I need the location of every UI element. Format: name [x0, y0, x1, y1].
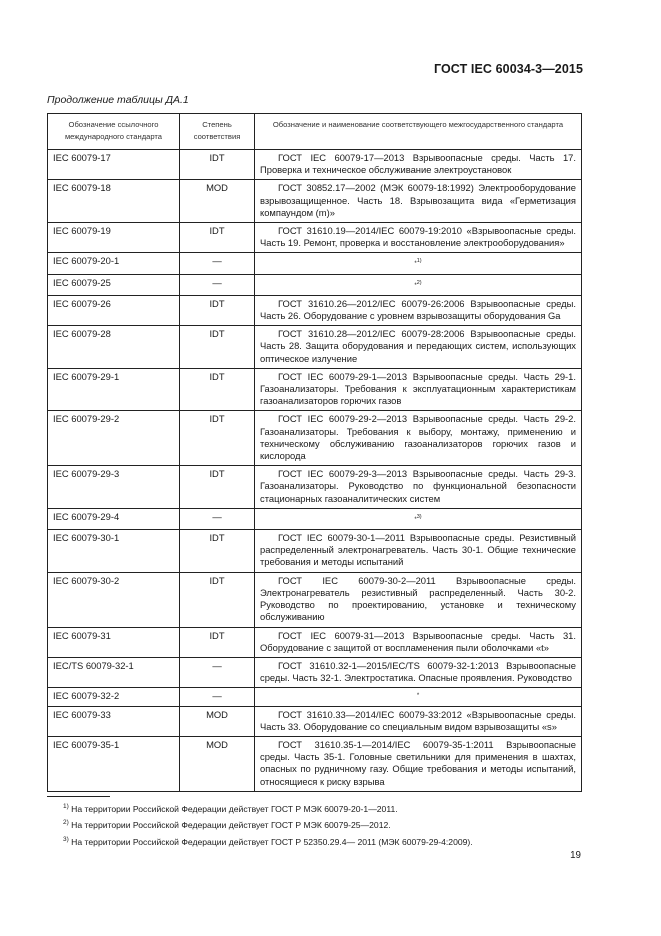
degree-cell: IDT [180, 411, 255, 466]
ref-standard-cell: IEC 60079-29-2 [48, 411, 180, 466]
asterisk-mark: * [414, 516, 417, 523]
ref-standard-cell: IEC 60079-32-2 [48, 688, 180, 706]
interstate-standard-cell: ГОСТ IEC 60079-30-2—2011 Взрывоопасные среды. Электронагреватель резистивный распределенный. Часть 30-2. Руководство по проектированию, установке и техническому обслуживанию [255, 572, 582, 627]
ref-standard-cell: IEC 60079-25 [48, 274, 180, 295]
degree-cell: — [180, 253, 255, 274]
table-row [48, 295, 582, 325]
table-body [48, 150, 582, 792]
ref-standard-cell: IEC 60079-28 [48, 326, 180, 369]
interstate-standard-cell: ГОСТ IEC 60079-29-1—2013 Взрывоопасные среды. Часть 29-1. Газоанализаторы. Требования к эксплуатационным характеристикам газоанализаторов горючих газов [255, 368, 582, 411]
footnote-reference: 3) [416, 513, 422, 520]
table-row [48, 180, 582, 223]
ref-standard-cell: IEC 60079-29-1 [48, 368, 180, 411]
footnote-reference: 1) [416, 258, 422, 265]
degree-cell: MOD [180, 706, 255, 736]
ref-standard-cell: IEC 60079-35-1 [48, 736, 180, 791]
table-row [48, 572, 582, 627]
degree-cell: IDT [180, 295, 255, 325]
interstate-standard-cell: ГОСТ 31610.28—2012/IEC 60079-28:2006 Взрывоопасные среды. Часть 28. Защита оборудования и передающих систем, использующих оптическое излучение [255, 326, 582, 369]
interstate-standard-cell: ГОСТ 30852.17—2002 (МЭК 60079-18:1992) Электрооборудование взрывозащищенное. Часть 18. Взрывозащита вида «Герметизация компаундом (m)» [255, 180, 582, 223]
interstate-standard-cell: ГОСТ 31610.32-1—2015/IEC/TS 60079-32-1:2013 Взрывоопасные среды. Часть 32-1. Электростатика. Опасные проявления. Руководство [255, 657, 582, 687]
table-row [48, 368, 582, 411]
table-row [48, 508, 582, 529]
table-row [48, 657, 582, 687]
asterisk-mark: * [414, 261, 417, 268]
interstate-standard-cell [255, 274, 582, 295]
interstate-standard-cell: ГОСТ IEC 60079-29-3—2013 Взрывоопасные среды. Часть 29-3. Газоанализаторы. Руководство по функциональной безопасности стационарных газоаналитических систем [255, 466, 582, 509]
degree-cell: IDT [180, 368, 255, 411]
ref-standard-cell: IEC 60079-18 [48, 180, 180, 223]
degree-cell: IDT [180, 150, 255, 180]
interstate-standard-cell [255, 508, 582, 529]
ref-standard-cell: IEC 60079-17 [48, 150, 180, 180]
footnote: $^{2)}$ На территории Российской Федерации действует ГОСТ Р МЭК 60079-25—2012. [63, 819, 391, 831]
table-row [48, 253, 582, 274]
ref-standard-cell: IEC 60079-33 [48, 706, 180, 736]
ref-standard-cell: IEC/TS 60079-32-1 [48, 657, 180, 687]
column-header-degree: Степень соответствия [180, 114, 255, 150]
interstate-standard-cell: ГОСТ IEC 60079-17—2013 Взрывоопасные среды. Часть 17. Проверка и техническое обслуживание электроустановок [255, 150, 582, 180]
degree-cell: — [180, 508, 255, 529]
table-row [48, 530, 582, 573]
table-row [48, 688, 582, 706]
ref-standard-cell: IEC 60079-30-1 [48, 530, 180, 573]
degree-cell: IDT [180, 466, 255, 509]
table-row [48, 326, 582, 369]
interstate-standard-cell [255, 688, 582, 706]
interstate-standard-cell: ГОСТ IEC 60079-30-1—2011 Взрывоопасные среды. Резистивный распределенный электронагреватель. Часть 30-1. Общие технические требования и методы испытаний [255, 530, 582, 573]
degree-cell: — [180, 657, 255, 687]
degree-cell: IDT [180, 572, 255, 627]
footnote: $^{3)}$ На территории Российской Федерации действует ГОСТ Р 52350.29.4— 2011 (МЭК 60079-29-4:2009). [63, 835, 473, 847]
degree-cell: MOD [180, 180, 255, 223]
interstate-standard-cell: ГОСТ IEC 60079-29-2—2013 Взрывоопасные среды. Часть 29-2. Газоанализаторы. Требования к выбору, монтажу, применению и техническому обслуживанию газоанализаторов горючих газов и кислорода [255, 411, 582, 466]
asterisk-mark: * [414, 282, 417, 289]
degree-cell: MOD [180, 736, 255, 791]
footnote-reference: 2) [416, 279, 422, 286]
degree-cell: — [180, 688, 255, 706]
ref-standard-cell: IEC 60079-26 [48, 295, 180, 325]
interstate-standard-cell: ГОСТ 31610.35-1—2014/IEC 60079-35-1:2011 Взрывоопасные среды. Часть 35-1. Головные светильники для применения в шахтах, опасных по рудничному газу. Общие требования и методы испытаний, относящиеся к риску взрыва [255, 736, 582, 791]
interstate-standard-cell [255, 253, 582, 274]
degree-cell: IDT [180, 326, 255, 369]
footnote: $^{1)}$ На территории Российской Федерации действует ГОСТ Р МЭК 60079-20-1—2011. [63, 803, 398, 814]
column-header-desc: Обозначение и наименование соответствующего межгосударственного стандарта [255, 114, 582, 150]
standards-table [47, 113, 582, 792]
table-header-row [48, 114, 582, 150]
table-row [48, 411, 582, 466]
ref-standard-cell: IEC 60079-20-1 [48, 253, 180, 274]
ref-standard-cell: IEC 60079-29-3 [48, 466, 180, 509]
table-row [48, 627, 582, 657]
interstate-standard-cell: ГОСТ IEC 60079-31—2013 Взрывоопасные среды. Часть 31. Оборудование с защитой от воспламенения пыли оболочками «t» [255, 627, 582, 657]
interstate-standard-cell: ГОСТ 31610.19—2014/IEC 60079-19:2010 «Взрывоопасные среды. Часть 19. Ремонт, проверка и восстановление электрооборудования» [255, 223, 582, 253]
table-row [48, 150, 582, 180]
ref-standard-cell: IEC 60079-31 [48, 627, 180, 657]
footnotes [63, 800, 473, 849]
ref-standard-cell: IEC 60079-29-4 [48, 508, 180, 529]
document-header: ГОСТ IEC 60034-3—2015 [433, 62, 583, 76]
interstate-standard-cell: ГОСТ 31610.26—2012/IEC 60079-26:2006 Взрывоопасные среды. Часть 26. Оборудование с уровнем взрывозащиты оборудования Ga [255, 295, 582, 325]
degree-cell: IDT [180, 223, 255, 253]
ref-standard-cell: IEC 60079-30-2 [48, 572, 180, 627]
footnote-divider [47, 796, 110, 797]
table-row [48, 706, 582, 736]
degree-cell: IDT [180, 530, 255, 573]
table-row [48, 274, 582, 295]
degree-cell: — [180, 274, 255, 295]
table-row [48, 736, 582, 791]
degree-cell: IDT [180, 627, 255, 657]
ref-standard-cell: IEC 60079-19 [48, 223, 180, 253]
interstate-standard-cell: ГОСТ 31610.33—2014/IEC 60079-33:2012 «Взрывоопасные среды. Часть 33. Оборудование со специальным видом взрывозащиты «s» [255, 706, 582, 736]
page-number: 19 [570, 850, 581, 861]
table-caption: Продолжение таблицы ДА.1 [47, 94, 189, 106]
asterisk-mark: * [416, 693, 420, 700]
table-row [48, 223, 582, 253]
table-row [48, 466, 582, 509]
column-header-ref: Обозначение ссылочного международного стандарта [48, 114, 180, 150]
